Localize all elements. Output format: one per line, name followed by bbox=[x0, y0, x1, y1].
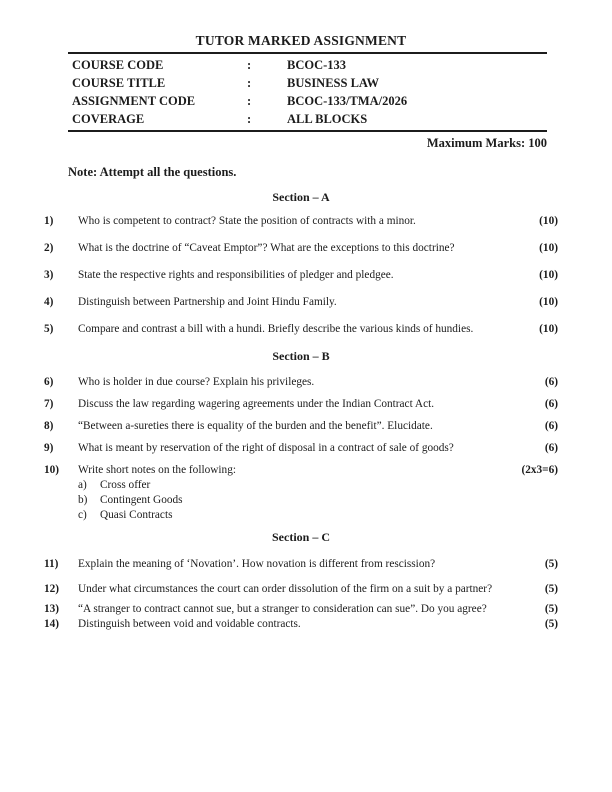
question-row bbox=[44, 375, 558, 390]
sub-item bbox=[78, 478, 510, 493]
question-text bbox=[78, 441, 510, 456]
section bbox=[44, 349, 558, 523]
question-text bbox=[78, 214, 510, 229]
question-text bbox=[78, 419, 510, 434]
row-separator: : bbox=[247, 112, 252, 126]
question-row bbox=[44, 322, 558, 337]
question-text-content: Compare and contrast a bill with a hundi. Briefly describe the various kinds of hundies. bbox=[78, 323, 474, 335]
question-number: 12) bbox=[44, 583, 60, 595]
question-row bbox=[44, 602, 558, 617]
question-number: 11) bbox=[44, 558, 59, 570]
sub-item bbox=[78, 493, 510, 508]
max-marks: Maximum Marks: 100 bbox=[426, 136, 547, 150]
question-row bbox=[44, 582, 558, 597]
question-number: 10) bbox=[44, 464, 60, 476]
question-text bbox=[78, 617, 510, 632]
question-text bbox=[78, 582, 510, 597]
question-text bbox=[78, 397, 510, 412]
course-info-table bbox=[68, 52, 547, 132]
question-row bbox=[44, 214, 558, 229]
question-number: 4) bbox=[44, 296, 54, 308]
row-value: BCOC-133 bbox=[287, 58, 347, 72]
question-row bbox=[44, 617, 558, 632]
question-text bbox=[78, 557, 510, 572]
question-text-content: “A stranger to contract cannot sue, but a stranger to consideration can sue”. Do you agree? bbox=[78, 603, 487, 615]
question-text-content: Discuss the law regarding wagering agreements under the Indian Contract Act. bbox=[78, 398, 435, 410]
row-separator: : bbox=[247, 94, 252, 108]
question-marks: (5) bbox=[544, 618, 558, 630]
row-label: ASSIGNMENT CODE bbox=[72, 94, 196, 108]
question-row bbox=[44, 397, 558, 412]
page-title: TUTOR MARKED ASSIGNMENT bbox=[195, 33, 407, 48]
question-marks: (5) bbox=[544, 583, 558, 595]
question-row bbox=[44, 268, 558, 283]
question-text-content: Under what circumstances the court can order dissolution of the firm on a suit by a partner? bbox=[78, 583, 493, 595]
question-number: 14) bbox=[44, 618, 60, 630]
question-text-content: What is the doctrine of “Caveat Emptor”? What are the exceptions to this doctrine? bbox=[78, 242, 455, 254]
question-row bbox=[44, 463, 558, 523]
question-text bbox=[78, 268, 510, 283]
question-number: 6) bbox=[44, 376, 54, 388]
question-text bbox=[78, 322, 510, 337]
question-number: 8) bbox=[44, 420, 54, 432]
question-text-content: Write short notes on the following: bbox=[78, 464, 236, 476]
question-text-content: Explain the meaning of ‘Novation’. How novation is different from rescission? bbox=[78, 558, 436, 570]
table-row bbox=[72, 110, 547, 128]
question-marks: (5) bbox=[544, 603, 558, 615]
question-marks: (6) bbox=[544, 420, 558, 432]
question-marks: (6) bbox=[544, 442, 558, 454]
sub-item-letter: c) bbox=[78, 509, 87, 521]
row-value: BUSINESS LAW bbox=[287, 76, 380, 90]
question-marks: (6) bbox=[544, 398, 558, 410]
row-separator: : bbox=[247, 76, 252, 90]
sub-item-text: Contingent Goods bbox=[100, 494, 183, 506]
sub-item bbox=[78, 508, 510, 523]
question-marks: (10) bbox=[539, 242, 558, 254]
row-separator: : bbox=[247, 58, 252, 72]
question-text bbox=[78, 295, 510, 310]
section bbox=[44, 530, 558, 632]
question-number: 2) bbox=[44, 242, 54, 254]
question-marks: (10) bbox=[539, 269, 558, 281]
question-number: 7) bbox=[44, 398, 54, 410]
question-number: 1) bbox=[44, 215, 54, 227]
question-text-content: “Between a-sureties there is equality of the burden and the benefit”. Elucidate. bbox=[78, 420, 433, 432]
section bbox=[44, 190, 558, 337]
sub-item-letter: b) bbox=[78, 494, 88, 506]
question-row bbox=[44, 295, 558, 310]
question-marks: (2x3=6) bbox=[521, 464, 558, 476]
question-text-content: State the respective rights and responsibilities of pledger and pledgee. bbox=[78, 269, 394, 281]
sub-item-text: Quasi Contracts bbox=[100, 509, 173, 521]
question-text bbox=[78, 602, 510, 617]
row-label: COURSE CODE bbox=[72, 58, 164, 72]
question-text bbox=[78, 375, 510, 390]
question-text-content: What is meant by reservation of the right of disposal in a contract of sale of goods? bbox=[78, 442, 454, 454]
question-row bbox=[44, 557, 558, 572]
table-row bbox=[72, 56, 547, 74]
question-marks: (5) bbox=[544, 558, 558, 570]
question-number: 13) bbox=[44, 603, 60, 615]
question-text bbox=[78, 241, 510, 256]
table-row bbox=[72, 92, 547, 110]
question-number: 5) bbox=[44, 323, 54, 335]
section-heading: Section – B bbox=[272, 349, 330, 363]
question-marks: (10) bbox=[539, 215, 558, 227]
question-text-content: Distinguish between Partnership and Joint Hindu Family. bbox=[78, 296, 337, 308]
question-text-content: Who is holder in due course? Explain his privileges. bbox=[78, 376, 315, 388]
row-label: COVERAGE bbox=[72, 112, 145, 126]
section-heading: Section – C bbox=[272, 530, 330, 544]
question-marks: (6) bbox=[544, 376, 558, 388]
row-label: COURSE TITLE bbox=[72, 76, 166, 90]
question-text-content: Distinguish between void and voidable contracts. bbox=[78, 618, 301, 630]
note: Note: Attempt all the questions. bbox=[68, 165, 237, 179]
row-value: ALL BLOCKS bbox=[287, 112, 368, 126]
row-value: BCOC-133/TMA/2026 bbox=[287, 94, 408, 108]
sub-item-text: Cross offer bbox=[100, 479, 151, 491]
sub-item-letter: a) bbox=[78, 479, 87, 491]
question-marks: (10) bbox=[539, 296, 558, 308]
question-number: 9) bbox=[44, 442, 54, 454]
question-row bbox=[44, 241, 558, 256]
sections bbox=[44, 190, 558, 632]
question-number: 3) bbox=[44, 269, 54, 281]
question-row bbox=[44, 419, 558, 434]
section-heading: Section – A bbox=[272, 190, 330, 204]
question-marks: (10) bbox=[539, 323, 558, 335]
question-row bbox=[44, 441, 558, 456]
question-text bbox=[78, 463, 510, 523]
question-text-content: Who is competent to contract? State the position of contracts with a minor. bbox=[78, 215, 416, 227]
table-row bbox=[72, 74, 547, 92]
